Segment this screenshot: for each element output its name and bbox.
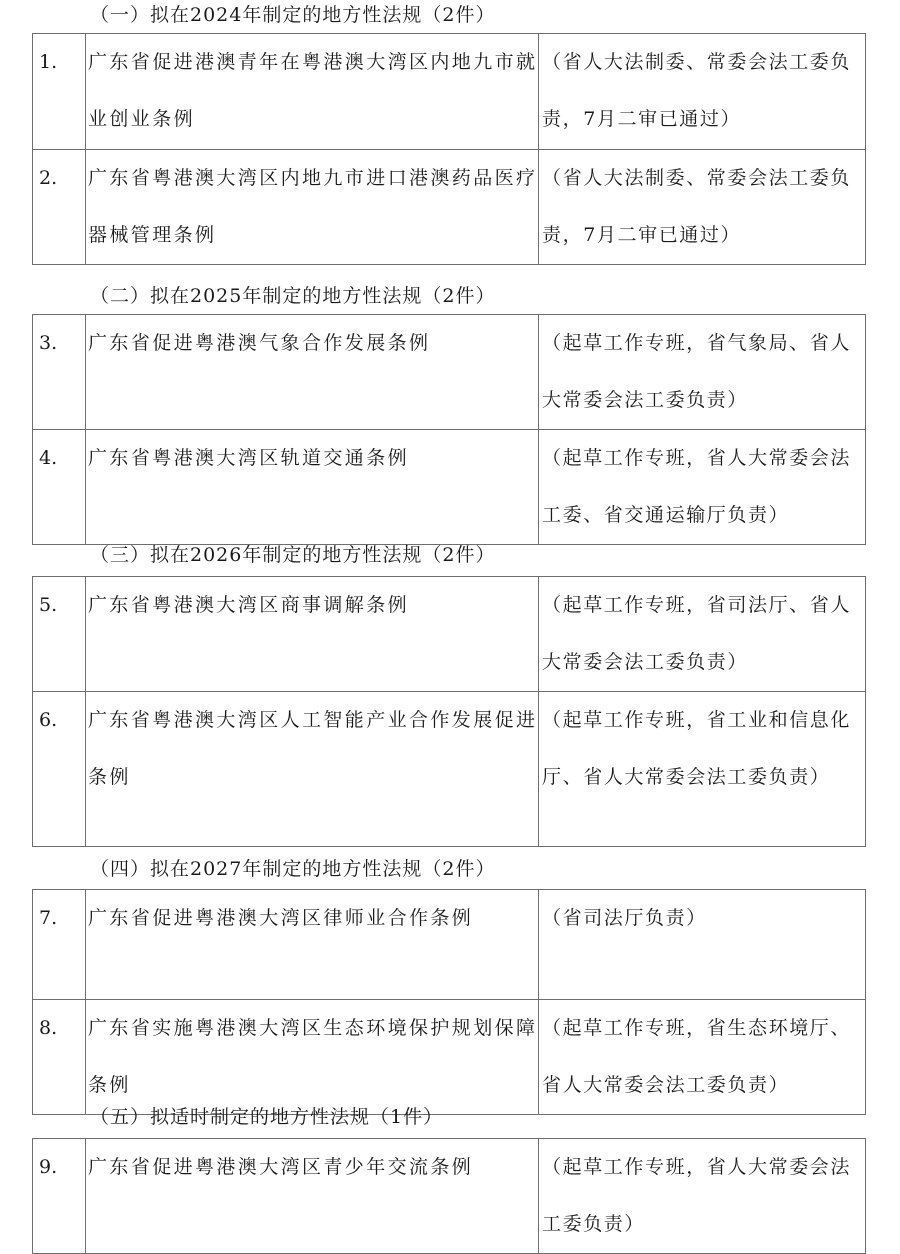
law-table-2 (32, 314, 866, 545)
law-name: 广东省促进粤港澳气象合作发展条例 (86, 315, 539, 430)
table-row (33, 577, 866, 692)
responsible-dept: （起草工作专班，省司法厅、省人大常委会法工委负责） (539, 577, 866, 692)
responsible-dept: （起草工作专班，省气象局、省人大常委会法工委负责） (539, 315, 866, 430)
law-table-4 (32, 889, 866, 1115)
row-number: 2. (33, 150, 86, 265)
row-number: 9. (33, 1139, 86, 1254)
responsible-dept: （起草工作专班，省人大常委会法工委、省交通运输厅负责） (539, 430, 866, 545)
section-heading-1: （一）拟在2024年制定的地方性法规（2件） (90, 4, 496, 26)
responsible-dept: （起草工作专班，省工业和信息化厅、省人大常委会法工委负责） (539, 692, 866, 847)
responsible-dept: （省人大法制委、常委会法工委负责，7月二审已通过） (539, 150, 866, 265)
law-name: 广东省促进粤港澳大湾区青少年交流条例 (86, 1139, 539, 1254)
row-number: 5. (33, 577, 86, 692)
row-number: 6. (33, 692, 86, 847)
table-row (33, 692, 866, 847)
law-name: 广东省粤港澳大湾区商事调解条例 (86, 577, 539, 692)
row-number: 4. (33, 430, 86, 545)
table-row (33, 315, 866, 430)
law-table-5 (32, 1138, 866, 1254)
row-number: 8. (33, 1000, 86, 1115)
table-row (33, 1139, 866, 1254)
section-heading-3: （三）拟在2026年制定的地方性法规（2件） (90, 544, 496, 566)
law-table-1 (32, 33, 866, 265)
row-number: 7. (33, 890, 86, 1000)
table-row (33, 150, 866, 265)
responsible-dept: （省司法厅负责） (539, 890, 866, 1000)
responsible-dept: （省人大法制委、常委会法工委负责，7月二审已通过） (539, 34, 866, 150)
table-row (33, 34, 866, 150)
law-name: 广东省促进粤港澳大湾区律师业合作条例 (86, 890, 539, 1000)
law-name: 广东省粤港澳大湾区内地九市进口港澳药品医疗器械管理条例 (86, 150, 539, 265)
responsible-dept: （起草工作专班，省生态环境厅、省人大常委会法工委负责） (539, 1000, 866, 1115)
section-heading-2: （二）拟在2025年制定的地方性法规（2件） (90, 285, 496, 307)
law-name: 广东省粤港澳大湾区轨道交通条例 (86, 430, 539, 545)
law-name: 广东省促进港澳青年在粤港澳大湾区内地九市就业创业条例 (86, 34, 539, 150)
row-number: 3. (33, 315, 86, 430)
section-heading-4: （四）拟在2027年制定的地方性法规（2件） (90, 858, 496, 880)
responsible-dept: （起草工作专班，省人大常委会法工委负责） (539, 1139, 866, 1254)
law-name: 广东省实施粤港澳大湾区生态环境保护规划保障条例 (86, 1000, 539, 1115)
row-number: 1. (33, 34, 86, 150)
section-heading-5: （五）拟适时制定的地方性法规（1件） (90, 1106, 444, 1128)
table-row (33, 430, 866, 545)
law-table-3 (32, 576, 866, 847)
law-name: 广东省粤港澳大湾区人工智能产业合作发展促进条例 (86, 692, 539, 847)
table-row (33, 1000, 866, 1115)
table-row (33, 890, 866, 1000)
